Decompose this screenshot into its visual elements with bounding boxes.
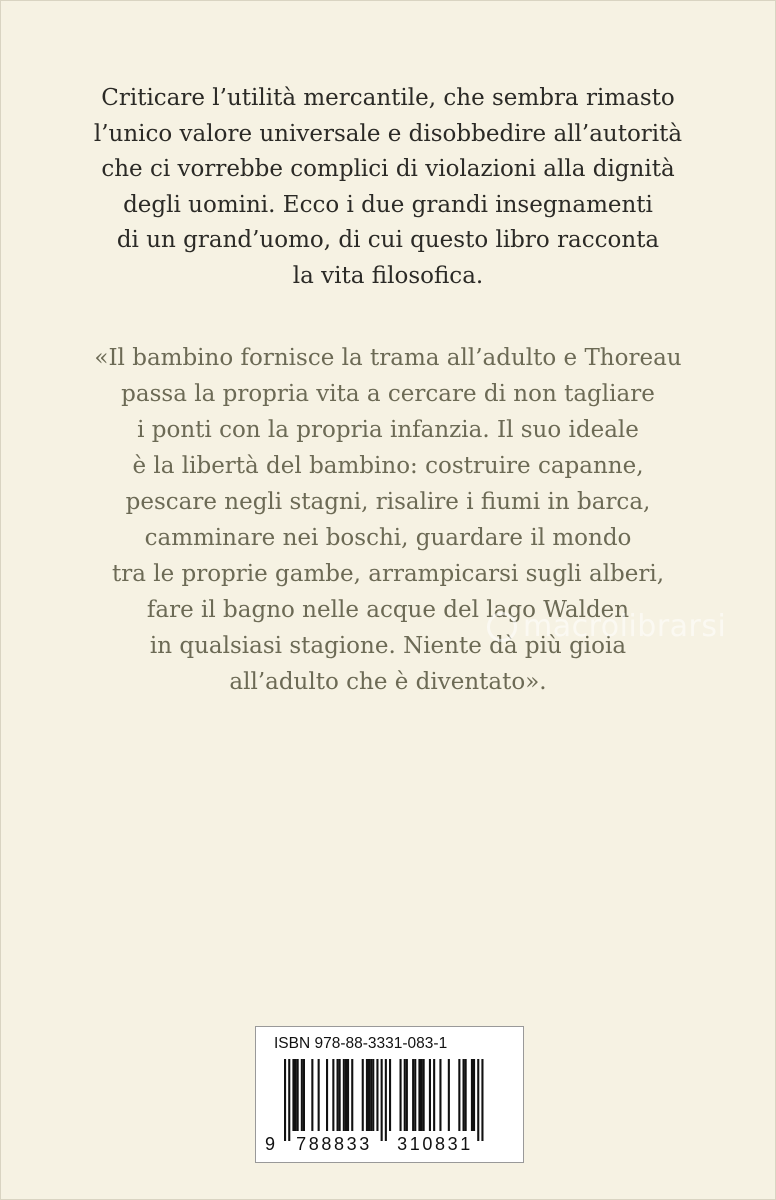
barcode-bar xyxy=(311,1059,313,1131)
quote-line: i ponti con la propria infanzia. Il suo ideale xyxy=(137,417,639,443)
blurb-line: Criticare l’utilità mercantile, che sembra rimasto xyxy=(101,85,675,111)
barcode-bar xyxy=(295,1059,297,1131)
blurb-line: di un grand’uomo, di cui questo libro racconta xyxy=(116,227,660,253)
barcode-bar xyxy=(366,1059,368,1131)
barcode-bar xyxy=(471,1059,473,1131)
quote-line: fare il bagno nelle acque del lago Walden xyxy=(146,597,630,623)
quote-line: tra le proprie gambe, arrampicarsi sugli alberi, xyxy=(111,561,665,587)
barcode-bar xyxy=(429,1059,431,1131)
barcode-bar xyxy=(481,1059,483,1141)
barcode-bar xyxy=(421,1059,423,1131)
barcode-lead-digit: 9 xyxy=(265,1134,276,1154)
barcode-bar xyxy=(381,1059,383,1141)
quote-line: pescare negli stagni, risalire i fiumi in barca, xyxy=(125,489,651,515)
barcode-bar xyxy=(448,1059,450,1131)
barcode-bar xyxy=(345,1059,347,1131)
quote-line: camminare nei boschi, guardare il mondo xyxy=(144,525,632,551)
quote-line: «Il bambino fornisce la trama all’adulto e Thoreau xyxy=(94,345,682,371)
barcode-bar xyxy=(362,1059,364,1131)
barcode-bar xyxy=(332,1059,334,1131)
barcode-bar xyxy=(368,1059,370,1131)
isbn-barcode xyxy=(255,1026,524,1163)
barcode-right-digits: 310831 xyxy=(397,1134,473,1154)
quote-line: all’adulto che è diventato». xyxy=(229,669,547,695)
isbn-label: ISBN 978-88-3331-083-1 xyxy=(274,1035,448,1052)
barcode-bar xyxy=(439,1059,441,1131)
blurb-line: degli uomini. Ecco i due grandi insegnamenti xyxy=(123,191,653,218)
barcode-bar xyxy=(433,1059,435,1131)
barcode-bar xyxy=(477,1059,479,1141)
barcode-left-digits: 788833 xyxy=(296,1134,372,1154)
barcode-bar xyxy=(404,1059,406,1131)
barcode-bar xyxy=(412,1059,414,1131)
barcode-bar xyxy=(284,1059,286,1141)
blurb-line: l’unico valore universale e disobbedire all’autorità xyxy=(93,120,683,147)
watermark-text: macrolibrarsi xyxy=(523,609,727,644)
quote-line: è la libertà del bambino: costruire capanne, xyxy=(132,453,644,479)
barcode-bar xyxy=(303,1059,305,1131)
barcode-bar xyxy=(297,1059,299,1131)
blurb-line: che ci vorrebbe complici di violazioni alla dignità xyxy=(101,156,675,182)
barcode-bar xyxy=(423,1059,425,1131)
barcode-bar xyxy=(406,1059,408,1131)
quote-paragraph xyxy=(41,340,735,700)
barcode-bar xyxy=(339,1059,341,1131)
barcode-bar xyxy=(458,1059,460,1131)
barcode-bar xyxy=(385,1059,387,1141)
barcode-bar xyxy=(414,1059,416,1131)
quote-line: in qualsiasi stagione. Niente dà più gioia xyxy=(149,633,627,659)
barcode-bar xyxy=(376,1059,378,1131)
barcode-bar xyxy=(372,1059,374,1131)
quote-line: passa la propria vita a cercare di non tagliare xyxy=(121,381,655,407)
barcode-bar xyxy=(288,1059,290,1141)
barcode-bar xyxy=(418,1059,420,1131)
barcode-bar xyxy=(465,1059,467,1131)
barcode-bar xyxy=(351,1059,353,1131)
barcode-bar xyxy=(370,1059,372,1131)
barcode-bar xyxy=(343,1059,345,1131)
blurb-line: la vita filosofica. xyxy=(292,262,484,289)
barcode-bar xyxy=(473,1059,475,1131)
barcode-bar xyxy=(389,1059,391,1131)
barcode-bar xyxy=(318,1059,320,1131)
barcode-bar xyxy=(463,1059,465,1131)
barcode-bar xyxy=(301,1059,303,1131)
barcode-bar xyxy=(292,1059,294,1131)
barcode-bar xyxy=(400,1059,402,1131)
barcode-bar xyxy=(337,1059,339,1131)
barcode-bar xyxy=(326,1059,328,1131)
blurb-paragraph xyxy=(41,81,735,294)
barcode-bar xyxy=(347,1059,349,1131)
